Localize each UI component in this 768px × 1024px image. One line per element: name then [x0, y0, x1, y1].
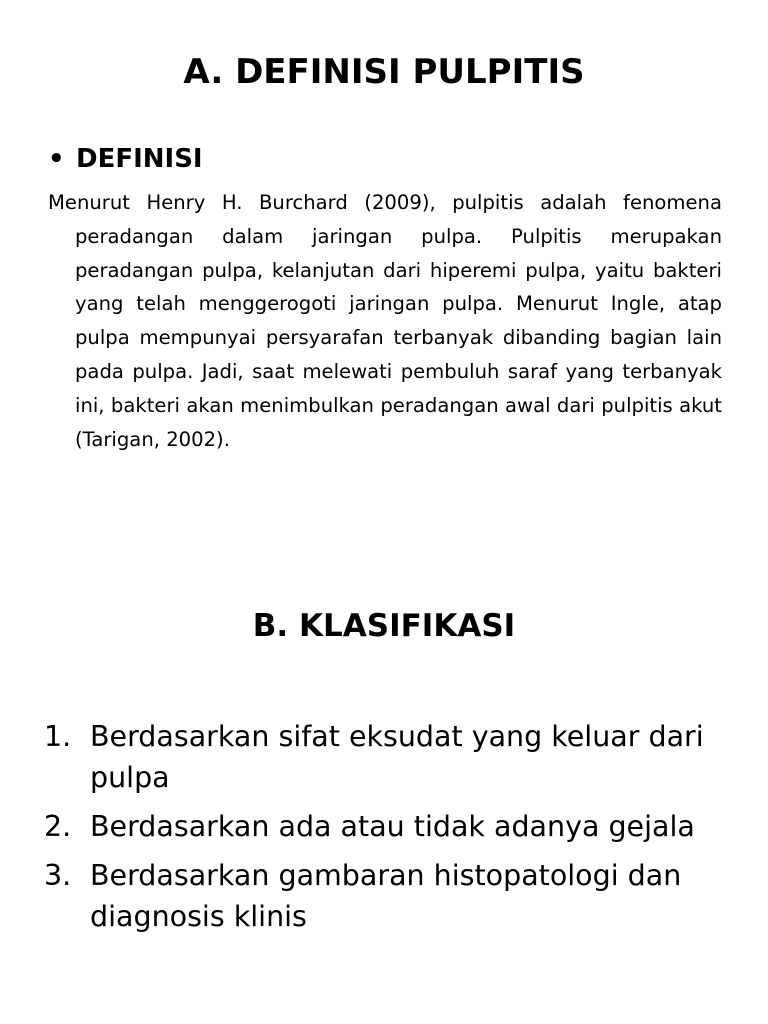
section-a-title: A. DEFINISI PULPITIS	[183, 52, 585, 92]
bullet-symbol: •	[48, 144, 65, 174]
list-item-number: 2.	[44, 810, 72, 843]
list-item-text: Berdasarkan sifat eksudat yang keluar dari pulpa	[90, 720, 704, 794]
list-item	[44, 716, 724, 798]
list-item-number: 1.	[44, 720, 72, 753]
list-item-text: Berdasarkan ada atau tidak adanya gejala	[90, 810, 695, 843]
classification-list	[44, 716, 724, 945]
list-item-text: Berdasarkan gambaran histopatologi dan diagnosis klinis	[90, 859, 682, 933]
list-item	[44, 806, 724, 847]
section-b-title: B. KLASIFIKASI	[252, 608, 516, 644]
definisi-heading: DEFINISI	[76, 144, 203, 174]
list-item	[44, 855, 724, 937]
definisi-bullet	[48, 142, 203, 176]
definition-paragraph: Menurut Henry H. Burchard (2009), pulpitis adalah fenomena peradangan dalam jaringan pulpa. Pulpitis merupakan peradangan pulpa, kelanjutan dari hiperemi pulpa, yaitu bakteri yang telah menggerogoti jaringan pulpa. Menurut Ingle, atap pulpa mempunyai persyarafan terbanyak dibanding bagian lain pada pulpa. Jadi, saat melewati pembuluh saraf yang terbanyak ini, bakteri akan menimbulkan peradangan awal dari pulpitis akut (Tarigan, 2002).	[48, 191, 722, 451]
list-item-number: 3.	[44, 859, 72, 892]
